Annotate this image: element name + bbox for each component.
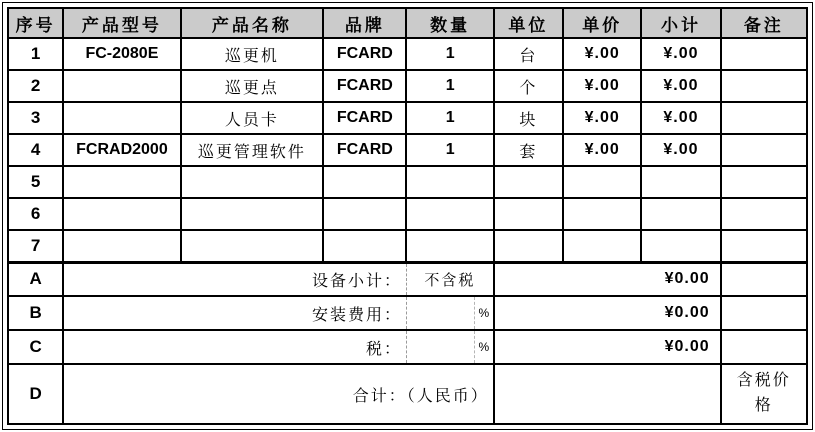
cell-serial: 5 xyxy=(8,166,63,198)
cell-serial: 6 xyxy=(8,198,63,230)
tax-included-price-note: 含税价格 xyxy=(721,364,807,424)
cell-note xyxy=(721,230,807,262)
cell-price xyxy=(563,198,641,230)
cell-model xyxy=(63,70,180,102)
cell-note xyxy=(721,198,807,230)
cell-qty xyxy=(406,230,493,262)
summary-row-tax xyxy=(8,330,807,364)
cell-note xyxy=(721,38,807,70)
cell-price: ¥.00 xyxy=(563,70,641,102)
percent-input-area xyxy=(407,331,475,363)
percent-input-area xyxy=(407,297,475,329)
cell-subtotal: ¥.00 xyxy=(641,70,720,102)
cell-qty: 1 xyxy=(406,102,493,134)
cell-model xyxy=(63,102,180,134)
cell-note xyxy=(721,330,807,364)
cell-name xyxy=(181,166,324,198)
cell-unit xyxy=(494,230,563,262)
cell-brand: FCARD xyxy=(323,102,406,134)
table-row-4 xyxy=(8,134,807,166)
cell-serial: 2 xyxy=(8,70,63,102)
table-row-7 xyxy=(8,230,807,262)
cell-brand xyxy=(323,166,406,198)
row-id: B xyxy=(8,296,63,330)
cell-model: FCRAD2000 xyxy=(63,134,180,166)
cell-subtotal: ¥.00 xyxy=(641,38,720,70)
table-row-5 xyxy=(8,166,807,198)
header-name: 产品名称 xyxy=(181,8,324,38)
cell-model xyxy=(63,198,180,230)
tax-excluded-label: 不含税 xyxy=(406,262,493,296)
quotation-table xyxy=(7,7,808,425)
installation-fee-amount: ¥0.00 xyxy=(494,296,721,330)
cell-name xyxy=(181,230,324,262)
header-row xyxy=(8,8,807,38)
header-subtotal: 小计 xyxy=(641,8,720,38)
cell-note xyxy=(721,134,807,166)
cell-brand: FCARD xyxy=(323,38,406,70)
cell-name: 巡更点 xyxy=(181,70,324,102)
percent-sign: % xyxy=(478,340,490,354)
cell-unit: 个 xyxy=(494,70,563,102)
cell-name: 巡更管理软件 xyxy=(181,134,324,166)
cell-serial: 1 xyxy=(8,38,63,70)
cell-price xyxy=(563,230,641,262)
cell-note xyxy=(721,166,807,198)
table-row-3 xyxy=(8,102,807,134)
header-note: 备注 xyxy=(721,8,807,38)
header-model: 产品型号 xyxy=(63,8,180,38)
cell-subtotal: ¥.00 xyxy=(641,134,720,166)
cell-note xyxy=(721,296,807,330)
tax-percent-cell xyxy=(406,330,493,364)
cell-serial: 3 xyxy=(8,102,63,134)
cell-brand xyxy=(323,230,406,262)
cell-model xyxy=(63,166,180,198)
cell-price xyxy=(563,166,641,198)
cell-qty xyxy=(406,166,493,198)
cell-brand xyxy=(323,198,406,230)
table-row-1 xyxy=(8,38,807,70)
table-row-6 xyxy=(8,198,807,230)
header-brand: 品牌 xyxy=(323,8,406,38)
cell-unit: 台 xyxy=(494,38,563,70)
cell-model: FC-2080E xyxy=(63,38,180,70)
equipment-subtotal-amount: ¥0.00 xyxy=(494,262,721,296)
cell-brand: FCARD xyxy=(323,134,406,166)
cell-note xyxy=(721,102,807,134)
cell-name: 人员卡 xyxy=(181,102,324,134)
header-unit: 单位 xyxy=(494,8,563,38)
cell-subtotal xyxy=(641,230,720,262)
cell-subtotal xyxy=(641,198,720,230)
cell-qty: 1 xyxy=(406,134,493,166)
total-label: 合计：（人民币） xyxy=(63,364,494,424)
row-id: D xyxy=(8,364,63,424)
row-id: C xyxy=(8,330,63,364)
header-price: 单价 xyxy=(563,8,641,38)
summary-row-installation-fee xyxy=(8,296,807,330)
cell-unit xyxy=(494,198,563,230)
cell-unit: 块 xyxy=(494,102,563,134)
header-serial: 序号 xyxy=(8,8,63,38)
row-id: A xyxy=(8,262,63,296)
cell-qty xyxy=(406,198,493,230)
cell-price: ¥.00 xyxy=(563,134,641,166)
cell-qty: 1 xyxy=(406,38,493,70)
cell-unit xyxy=(494,166,563,198)
quotation-sheet xyxy=(2,2,813,430)
equipment-subtotal-label: 设备小计： xyxy=(63,262,406,296)
cell-subtotal: ¥.00 xyxy=(641,102,720,134)
cell-subtotal xyxy=(641,166,720,198)
cell-model xyxy=(63,230,180,262)
cell-note xyxy=(721,70,807,102)
cell-qty: 1 xyxy=(406,70,493,102)
cell-serial: 4 xyxy=(8,134,63,166)
tax-label: 税： xyxy=(63,330,406,364)
tax-amount: ¥0.00 xyxy=(494,330,721,364)
cell-name: 巡更机 xyxy=(181,38,324,70)
header-qty: 数量 xyxy=(406,8,493,38)
cell-unit: 套 xyxy=(494,134,563,166)
total-amount xyxy=(494,364,721,424)
cell-brand: FCARD xyxy=(323,70,406,102)
cell-price: ¥.00 xyxy=(563,38,641,70)
summary-row-equipment-subtotal xyxy=(8,262,807,296)
percent-sign: % xyxy=(478,306,490,320)
cell-price: ¥.00 xyxy=(563,102,641,134)
summary-row-total xyxy=(8,364,807,424)
cell-note xyxy=(721,262,807,296)
cell-serial: 7 xyxy=(8,230,63,262)
cell-name xyxy=(181,198,324,230)
installation-fee-label: 安装费用： xyxy=(63,296,406,330)
installation-percent-cell xyxy=(406,296,493,330)
table-row-2 xyxy=(8,70,807,102)
